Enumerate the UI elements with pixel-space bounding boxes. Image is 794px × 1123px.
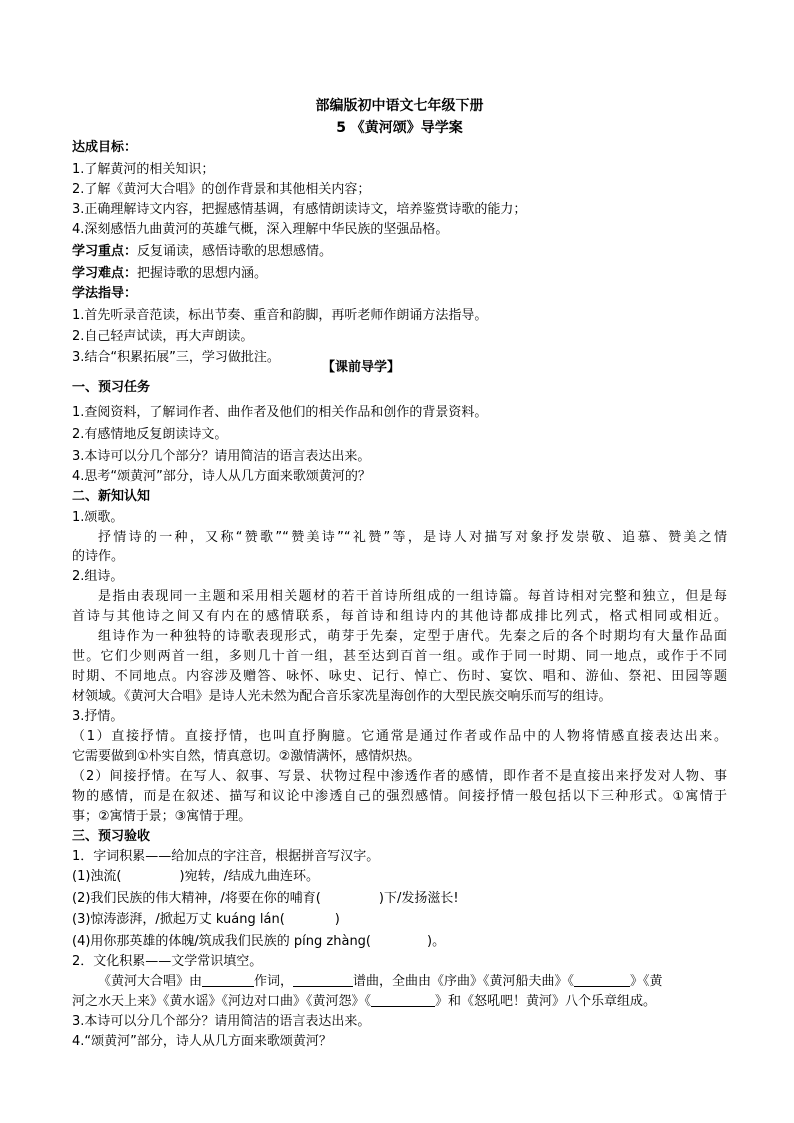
method-item: 1.首先听录音范读，标出节奏、重音和韵脚，再听老师作朗诵方法指导。 bbox=[72, 308, 488, 323]
key-point bbox=[72, 242, 727, 262]
vocab-item-text: )宛转，/结成九曲连环。 bbox=[179, 869, 319, 884]
ode-paragraph-line: 的诗作。 bbox=[72, 549, 125, 564]
difficult-point bbox=[72, 264, 727, 284]
group-poem-line: 首诗与其他诗之间又有内在的感情联系，每首诗和组诗内的其他诗都成排比列式，格式相同或相近。 bbox=[72, 609, 727, 624]
lyric-line: （1）直接抒情。直接抒情，也叫直抒胸臆。它通常是通过作者或作品中的人物将情感直接表达出来。 bbox=[72, 729, 727, 744]
question-item: 3.本诗可以分几个部分？请用简洁的语言表达出来。 bbox=[72, 1014, 371, 1029]
difficult-point-text: 把握诗歌的思想内涵。 bbox=[137, 266, 268, 281]
literature-heading: 2．文化积累——文学常识填空。 bbox=[72, 954, 263, 969]
ode-paragraph-line: 抒情诗的一种，又称“赞歌”“赞美诗”“礼赞”等，是诗人对描写对象抒发崇敬、追慕、赞美之情 bbox=[98, 530, 727, 545]
goal-item: 4.深刻感悟九曲黄河的英雄气概，深入理解中华民族的坚强品格。 bbox=[72, 222, 449, 237]
page-subtitle: 5 《黄河颂》导学案 bbox=[336, 120, 463, 136]
answer-blank[interactable] bbox=[574, 972, 630, 987]
group-poem-line: 时期、不同地点。内容涉及赠答、咏怀、咏史、记行、悼亡、伤时、宴饮、唱和、游仙、祭祀、田园等题 bbox=[72, 669, 727, 684]
ode-heading: 1.颂歌。 bbox=[72, 510, 124, 525]
vocab-heading: 1．字词积累——给加点的字注音，根据拼音写汉字。 bbox=[72, 849, 380, 864]
group-poem-line: 材领域。《黄河大合唱》是诗人光未然为配合音乐家冼星海创作的大型民族交响乐而写的组诗。 bbox=[72, 689, 612, 704]
section-2-heading: 二、新知认知 bbox=[72, 489, 151, 504]
literature-text: 谱曲，全曲由《序曲》《黄河船夫曲》《 bbox=[353, 974, 575, 989]
group-poem-line: 是指由表现同一主题和采用相关题材的若干首诗所组成的一组诗篇。每首诗相对完整和独立，但是每 bbox=[98, 589, 727, 604]
vocab-item-text: (1)浊流( bbox=[72, 869, 122, 884]
answer-blank[interactable] bbox=[371, 992, 435, 1007]
lyric-line: 物的感情，而是在叙述、描写和议论中渗透自己的强烈感情。间接抒情一般包括以下三种形式。①寓情于 bbox=[72, 789, 727, 804]
page-title: 部编版初中语文七年级下册 bbox=[315, 98, 484, 114]
answer-blank[interactable] bbox=[202, 972, 254, 987]
vocab-item bbox=[72, 889, 727, 909]
literature-text: 》和《怒吼吧！黄河》八个乐章组成。 bbox=[435, 994, 657, 1009]
group-poem-heading: 2.组诗。 bbox=[72, 569, 124, 584]
section-3-heading: 三、预习验收 bbox=[72, 829, 151, 844]
method-item: 2.自己轻声试读，再大声朗读。 bbox=[72, 329, 254, 344]
group-poem-line: 世。它们少则两首一组，多则几十首一组，甚至达到百首一组。或作于同一时期、同一地点，或作于不同 bbox=[72, 649, 727, 664]
goal-item: 2.了解《黄河大合唱》的创作背景和其他相关内容； bbox=[72, 182, 371, 197]
literature-text: 》《黄 bbox=[630, 974, 663, 989]
difficult-point-label: 学习难点： bbox=[72, 266, 138, 281]
task-item: 1.查阅资料，了解词作者、曲作者及他们的相关作品和创作的背景资料。 bbox=[72, 405, 488, 420]
goals-heading: 达成目标： bbox=[72, 140, 138, 155]
lyric-heading: 3.抒情。 bbox=[72, 709, 124, 724]
method-heading: 学法指导： bbox=[72, 286, 138, 301]
lyric-line: （2）间接抒情。在写人、叙事、写景、状物过程中渗透作者的感情，即作者不是直接出来抒发对人物、事 bbox=[72, 769, 727, 784]
task-item: 2.有感情地反复朗读诗文。 bbox=[72, 427, 228, 442]
literature-text: 作词， bbox=[254, 974, 294, 989]
vocab-item-text: (2)我们民族的伟大精神，/将要在你的哺育( bbox=[72, 891, 321, 906]
vocab-item-text: (4)用你那英雄的体魄/筑成我们民族的 píng zhàng( bbox=[72, 934, 372, 949]
key-point-text: 反复诵读，感悟诗歌的思想感情。 bbox=[137, 244, 333, 259]
literature-text: 河之水天上来》《黄水谣》《河边对口曲》《黄河怨》《 bbox=[72, 994, 372, 1009]
task-item: 4.思考“颂黄河”部分，诗人从几方面来歌颂黄河的？ bbox=[72, 469, 371, 484]
key-point-label: 学习重点： bbox=[72, 244, 138, 259]
vocab-item bbox=[72, 910, 727, 930]
vocab-item-text: )下/发扬滋长! bbox=[378, 891, 459, 906]
question-item: 4.“颂黄河”部分，诗人从几方面来歌颂黄河？ bbox=[72, 1034, 332, 1049]
lyric-line: 事；②寓情于景；③寓情于理。 bbox=[72, 809, 252, 824]
literature-fill-line bbox=[98, 972, 727, 992]
literature-fill-line bbox=[72, 992, 727, 1012]
method-item: 3.结合“积累拓展”三，学习做批注。 bbox=[72, 350, 280, 365]
section-1-heading: 一、预习任务 bbox=[72, 380, 151, 395]
vocab-item-text: )。 bbox=[427, 934, 446, 949]
literature-text: 《黄河大合唱》由 bbox=[98, 974, 203, 989]
answer-blank[interactable] bbox=[293, 972, 353, 987]
pre-study-heading: 【课前导学】 bbox=[322, 360, 401, 375]
lyric-line: 它需要做到①朴实自然，情真意切。②激情满怀，感情炽热。 bbox=[72, 749, 421, 764]
goal-item: 1.了解黄河的相关知识； bbox=[72, 162, 215, 177]
vocab-item-text: (3)惊涛澎湃，/掀起万丈 kuáng lán( bbox=[72, 912, 285, 927]
goal-item: 3.正确理解诗文内容，把握感情基调，有感情朗读诗文，培养鉴赏诗歌的能力； bbox=[72, 202, 527, 217]
group-poem-line: 组诗作为一种独特的诗歌表现形式，萌芽于先秦，定型于唐代。先秦之后的各个时期均有大量作品面 bbox=[98, 629, 727, 644]
vocab-item bbox=[72, 867, 727, 887]
vocab-item-text: ) bbox=[334, 912, 340, 927]
vocab-item bbox=[72, 932, 727, 952]
task-item: 3.本诗可以分几个部分？请用简洁的语言表达出来。 bbox=[72, 449, 371, 464]
